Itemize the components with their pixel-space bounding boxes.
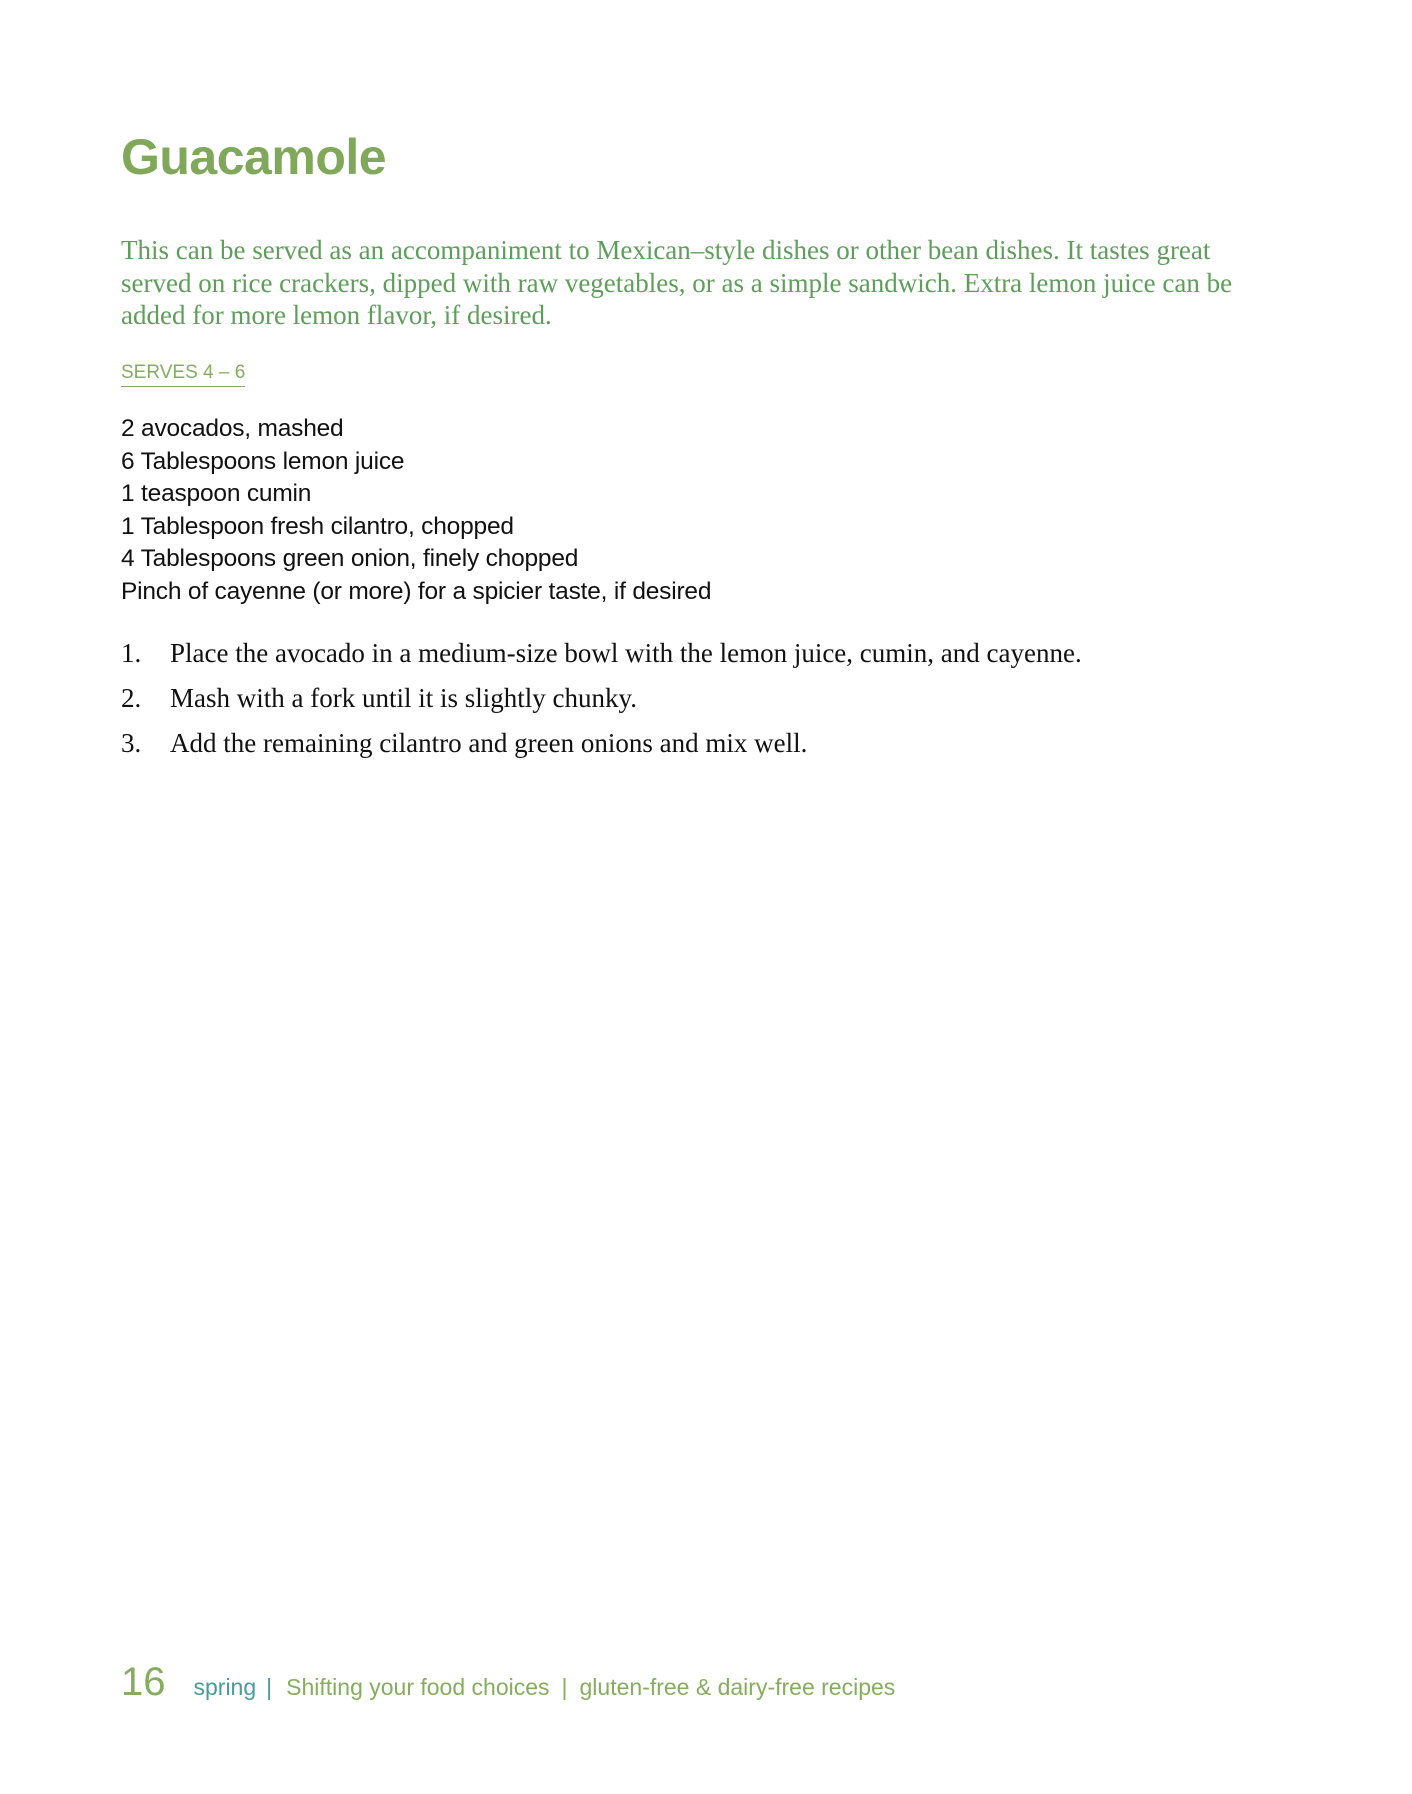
ingredient-item: 1 Tablespoon fresh cilantro, chopped — [121, 512, 514, 540]
ingredient-item: 1 teaspoon cumin — [121, 480, 312, 507]
page-number: 16 — [121, 1660, 166, 1704]
step-text: Place the avocado in a medium-size bowl with the lemon juice, cumin, and cayenne. — [170, 638, 1082, 668]
step-text: Mash with a fork until it is slightly chunky. — [170, 683, 637, 713]
step-text: Add the remaining cilantro and green onions and mix well. — [170, 728, 808, 758]
ingredient-item: 4 Tablespoons green onion, finely chopped — [121, 545, 579, 572]
recipe-title: Guacamole — [121, 129, 387, 185]
instruction-step — [121, 683, 1082, 728]
ingredient-list — [121, 413, 711, 608]
step-number: 3. — [121, 728, 142, 758]
serves-label: SERVES 4 – 6 — [121, 362, 245, 387]
step-number: 1. — [121, 638, 142, 668]
recipe-intro: This can be served as an accompaniment to Mexican–style dishes or other bean dishes. It tastes great served on rice crackers, dipped with raw vegetables, or as a simple sandwich. Extra lemon juice can be added for more lemon flavor, if desired. — [121, 235, 1233, 330]
footer-subtitle: gluten-free & dairy-free recipes — [579, 1674, 896, 1700]
instruction-step — [121, 728, 1082, 773]
ingredient-item: 6 Tablespoons lemon juice — [121, 447, 405, 475]
footer-season: spring — [193, 1674, 257, 1700]
instruction-list — [121, 638, 1082, 773]
ingredient-item: 2 avocados, mashed — [121, 415, 344, 442]
footer-separator: | — [266, 1674, 273, 1700]
footer-book-title: Shifting your food choices — [286, 1674, 550, 1700]
footer-separator: | — [561, 1674, 568, 1700]
step-number: 2. — [121, 683, 142, 713]
instruction-step — [121, 638, 1082, 683]
page-footer — [121, 1660, 895, 1705]
ingredient-item: Pinch of cayenne (or more) for a spicier taste, if desired — [121, 577, 712, 605]
